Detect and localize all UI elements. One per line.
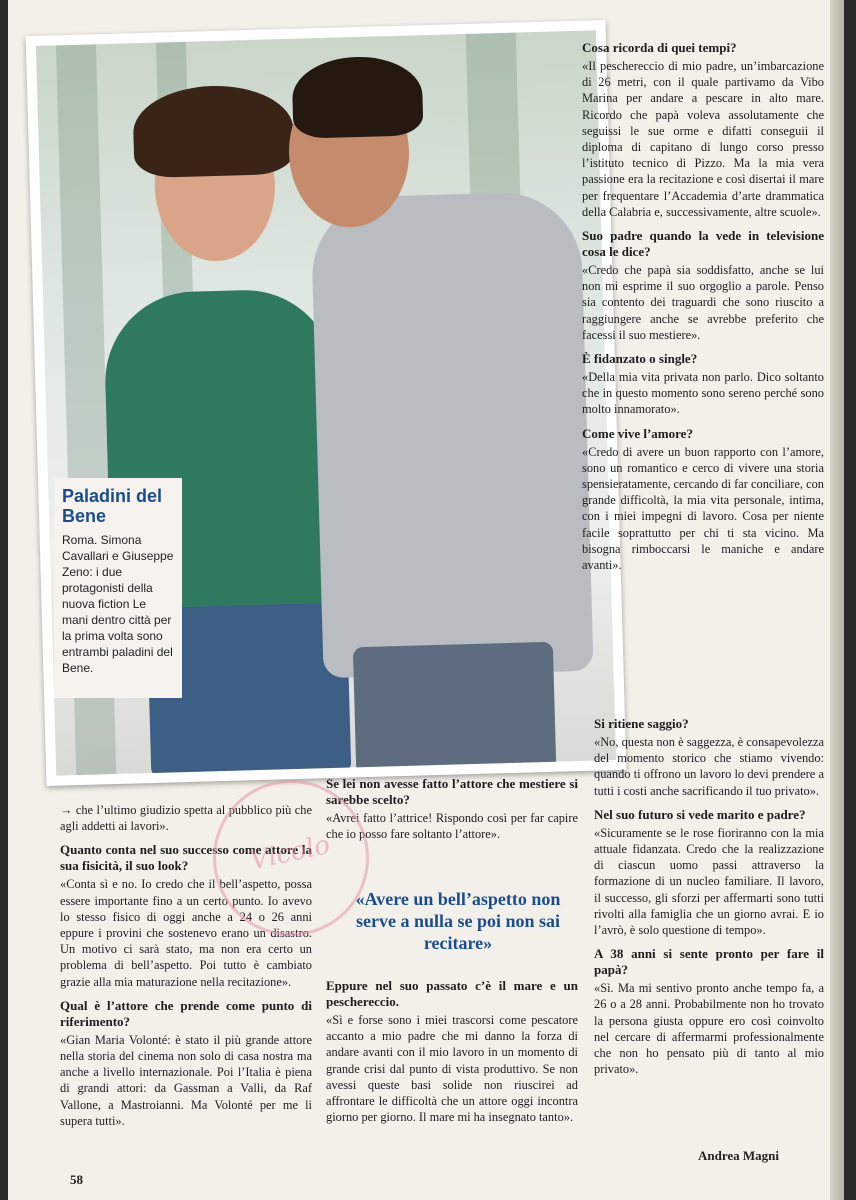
page-spine — [830, 0, 844, 1200]
answer: «Della mia vita privata non parlo. Dico soltanto che in questo momento sono sereno perché sono molto innamorato». — [582, 370, 824, 417]
magazine-page — [8, 0, 844, 1200]
page-number: 58 — [70, 1172, 83, 1187]
question: A 38 anni si sente pronto per fare il papà? — [594, 946, 824, 978]
right-column-top — [582, 40, 824, 581]
answer: «Il peschereccio di mio padre, un’imbarcazione di 26 metri, con il quale partivamo da Vibo Marina per andare a pescare in alto mare. Ricordo che papà voleva assolutamente che seguissi le sue orme e difatti conseguii il diploma di capitano di lungo corso presso l’istituto tecnico di Pizzo. Ma la mia vera passione era la recitazione e così disertai il mare per frequentare l’Accademia d’arte drammatica della Calabria e, successivamente, altre scuole». — [582, 59, 824, 219]
right-column-bottom — [594, 716, 824, 1085]
pull-quote: «Avere un bell’aspetto non serve a nulla se poi non sai recitare» — [355, 889, 561, 953]
watermark: Vicolo — [198, 765, 383, 950]
question: Qual è l’attore che prende come punto di riferimento? — [60, 997, 312, 1029]
question: Se lei non avesse fatto l’attore che mestiere si sarebbe scelto? — [326, 776, 578, 807]
answer: «Sicuramente se le rose fioriranno con la mia attuale fidanzata. Credo che la realizzazione di ciascun uomo passi attraverso la formazione di un nucleo familiare. Il lavoro, il successo, gli sforzi per affermarti sono tutti rivolti alla famiglia che un giorno avrai. E io l’avrò, è solo questione di tempo». — [594, 825, 824, 938]
caption-title: Paladini del Bene — [62, 486, 163, 526]
author-byline: Andrea Magni — [698, 1148, 780, 1163]
question: Si ritiene saggio? — [594, 716, 689, 731]
answer: → che l’ultimo giudizio spetta al pubblico più che agli addetti ai lavori». — [60, 803, 312, 834]
photo-caption — [54, 478, 182, 698]
answer: «Sì. Ma mi sentivo pronto anche tempo fa, a 26 o a 28 anni. Probabilmente non ho trovato la persona giusta oppure ero così coinvolto nel cercare di affermarmi professionalmente che non ho pensato più di tanto al mio privato». — [594, 981, 824, 1077]
caption-text: Roma. Simona Cavallari e Giuseppe Zeno: i due protagonisti della nuova fiction Le mani dentro città per la prima volta sono entrambi paladini del Bene. — [62, 533, 174, 675]
answer: «Credo di avere un buon rapporto con l’amore, sono un romantico e cerco di vivere una storia spensieratamente, cercando di far conciliare, con grande difficoltà, la mia vita personale, intima, con i miei impegni di lavoro. Cosa per niente facile soprattutto per chi ti sta vicino. Ma bisogna rimboccarsi le maniche e andare avanti». — [582, 444, 824, 573]
answer: «No, questa non è saggezza, è consapevolezza del momento storico che stiamo vivendo: quando ti offrono un lavoro lo devi prendere a tutti i costi anche sacrificando il tuo privato». — [594, 735, 824, 798]
question: Suo padre quando la vede in televisione cosa le dice? — [582, 228, 824, 260]
question: Quanto conta nel suo successo come attore la sua fisicità, il suo look? — [60, 842, 312, 874]
question: Eppure nel suo passato c’è il mare e un peschereccio. — [326, 978, 578, 1009]
answer: «Sì e forse sono i miei trascorsi come pescatore accanto a mio padre che mi danno la forza di andare avanti con il mio lavoro in un momento di grande crisi dal punto di vista produttivo. Se non avessi queste basi solide non riuscirei ad affrontare le difficoltà che un attore oggi incontra giorno per giorno. Il mare mi ha insegnato tanto». — [326, 1013, 578, 1125]
question: Nel suo futuro si vede marito e padre? — [594, 806, 806, 822]
question: Come vive l’amore? — [582, 425, 693, 441]
answer: «Avrei fatto l’attrice! Rispondo così per far capire che io posso fare soltanto l’attore». — [326, 811, 578, 842]
question: Cosa ricorda di quei tempi? — [582, 40, 737, 55]
answer: «Credo che papà sia soddisfatto, anche se lui non mi esprime il suo orgoglio a parole. Penso sia contento dei traguardi che sono riuscito a raggiungere anche se avrebbe preferito che facessi il suo mestiere». — [582, 263, 824, 342]
answer: «Conta sì e no. Io credo che il bell’aspetto, possa essere importante fino a un certo punto. Io avevo lo stesso fisico di oggi anche a 24 o 26 anni eppure i provini che sostenevo erano un disastro. Un motivo ci sarà stato, ma non era certo un problema di bell’aspetto. Poi tutto è cambiato grazie alla mia maturazione nella recitazione». — [60, 877, 312, 989]
answer: «Gian Maria Volonté: è stato il più grande attore nella storia del cinema non solo di casa nostra ma anche a livello internazionale. Poi l’Italia è piena di grandi attori: da Gassman a Valli, da Raf Vallone, a Mastroianni. Ma Volonté per me li supera tutti». — [60, 1032, 312, 1128]
man-figure — [310, 191, 593, 678]
middle-column-bottom — [326, 978, 578, 1133]
question: È fidanzato o single? — [582, 351, 698, 367]
